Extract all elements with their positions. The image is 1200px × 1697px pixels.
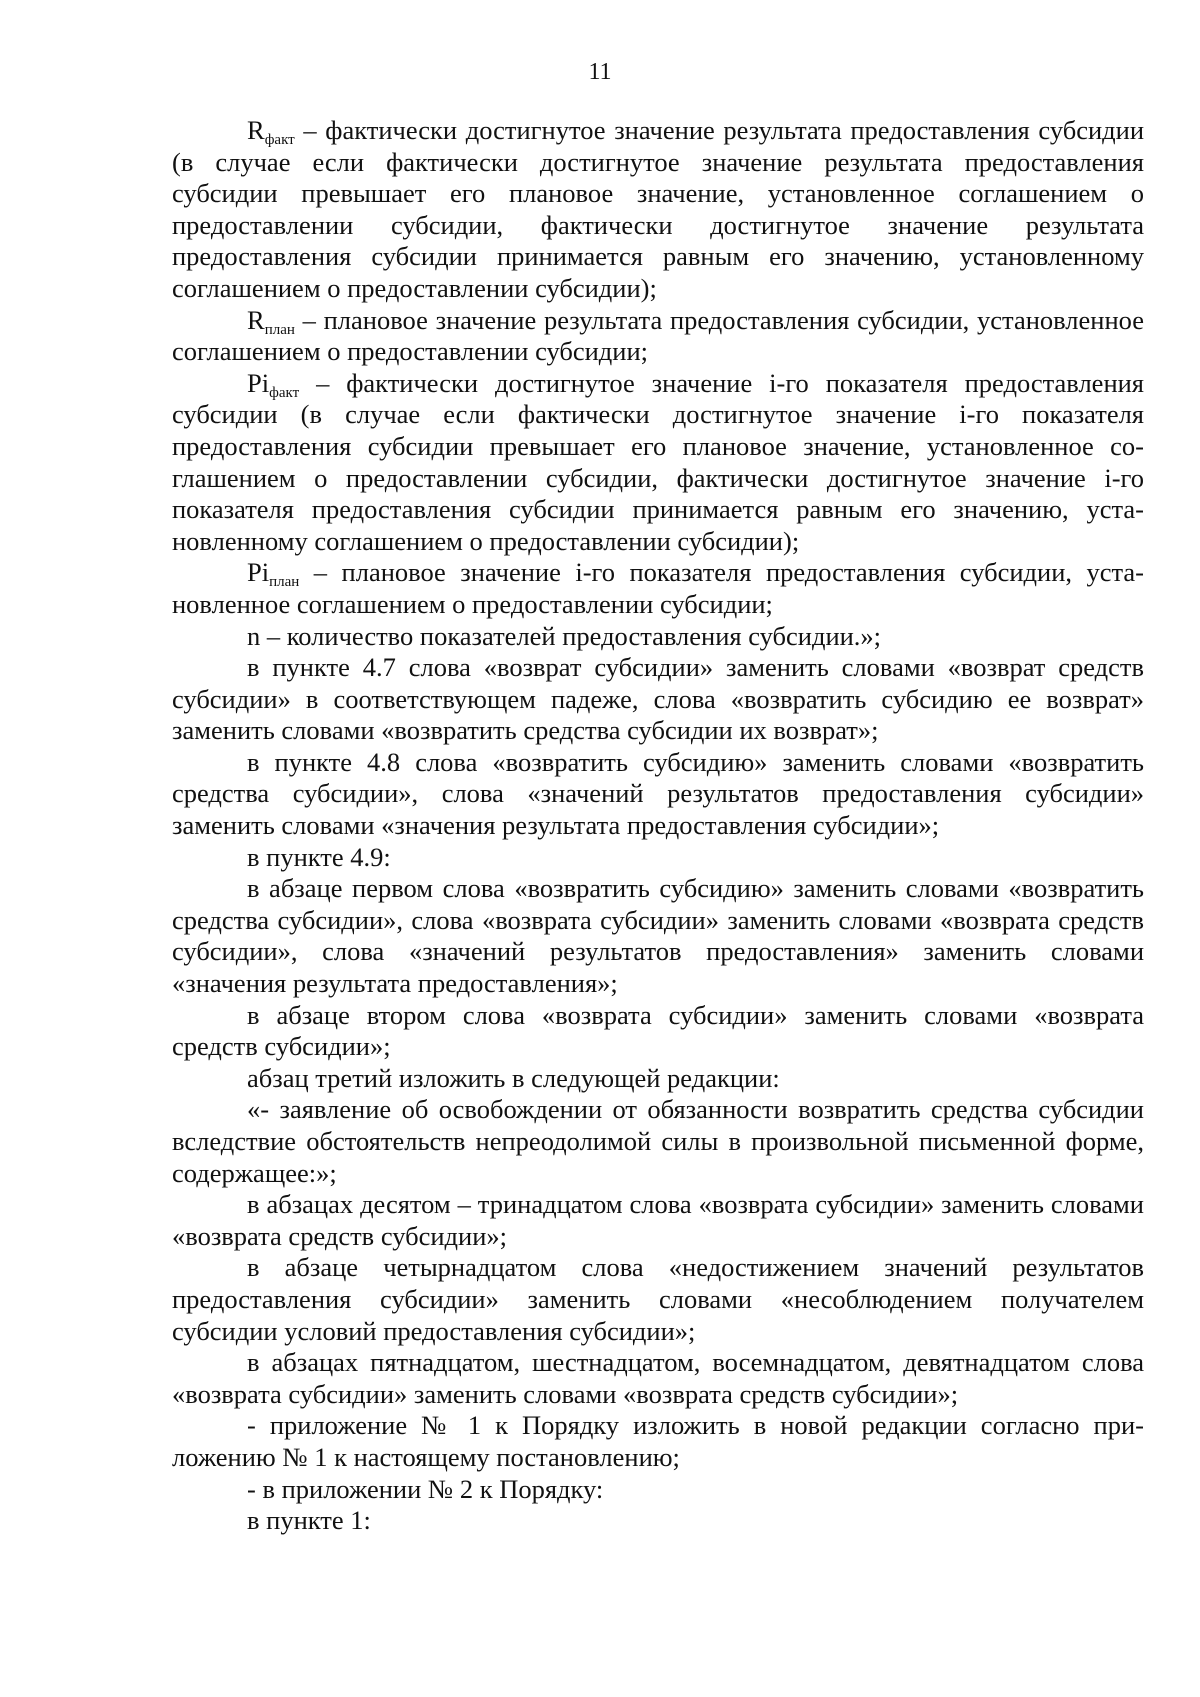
paragraph-item-4-9-heading: в пункте 4.9: <box>247 841 391 872</box>
paragraph-appendix-2: - в приложении № 2 к Порядку: <box>247 1473 604 1504</box>
paragraph-item-4-9-fifteenth: в абзацах пятнадцатом, шестнадцатом, восемнадцатом, девятнадцатом слова «возврата субсидии» заменить словами «возврата средств субсидии»; <box>172 1347 1144 1409</box>
variable-subscript: факт <box>264 132 295 148</box>
paragraph-item-4-7: в пункте 4.7 слова «возврат субсидии» заменить словами «возврат средств субсидии» в соответствующем падеже, слова «возвратить субсидию ее возврат» заменить словами «возвратить средства субсидии их возврат»; <box>172 652 1144 746</box>
variable-symbol: R <box>247 304 265 335</box>
paragraph-pi-fact-definition <box>172 368 1144 558</box>
document-body <box>172 115 1144 1537</box>
paragraph-item-4-9-first: в абзаце первом слова «возвратить субсидию» заменить словами «возвратить средства субсидии», слова «возврата субсидии» заменить словами «возврата средств субсидии», слова «значений результатов предоставления» заменить словами «значения результата предоставления»; <box>172 873 1144 999</box>
variable-symbol: R <box>247 115 265 145</box>
paragraph-item-4-9-second: в абзаце втором слова «возврата субсидии» заменить словами «возврата средств субсидии»; <box>172 999 1144 1062</box>
paragraph-item-4-8: в пункте 4.8 слова «возвратить субсидию» заменить словами «возвратить средства субсидии», слова «значений результатов предоставления субсидии» заменить словами «значения результата предоставления субсидии»; <box>172 746 1144 841</box>
paragraph-text: – фактически достигнутое значение i-го показателя предоставления субсидии (в случае если фактически достигнутое значение i-го показателя предоставления субсидии превышает его плановое значение, установленное соглашением о предоставлении субсидии, фактически достигнутое значение i-го показателя предоставления субсидии принимается равным его значению, установленному соглашением о предоставлении субсидии); <box>172 367 1144 556</box>
paragraph-item-4-9-tenth: в абзацах десятом – тринадцатом слова «возврата субсидии» заменить словами «возврата средств субсидии»; <box>172 1189 1144 1251</box>
variable-symbol: Pi <box>247 557 270 588</box>
paragraph-text: – плановое значение i-го показателя предоставления субсидии, установленное соглашением о предоставлении субсидии; <box>172 557 1144 619</box>
paragraph-text: – плановое значение результата предоставления субсидии, установленное соглашением о предоставлении субсидии; <box>172 304 1144 367</box>
paragraph-pi-plan-definition <box>172 557 1144 620</box>
variable-subscript: план <box>269 574 300 591</box>
paragraph-item-4-9-third-heading: абзац третий изложить в следующей редакции: <box>247 1062 780 1093</box>
paragraph-text: – фактически достигнутое значение результата предоставления субсидии (в случае если фактически достигнутое значение результата предоставления субсидии превышает его плановое значение, установленное соглашением о предоставлении субсидии, фактически достигнутое значение результата предоставления субсидии принимается равным его значению, установленному соглашением о предоставлении субсидии); <box>172 115 1144 303</box>
paragraph-item-4-9-fourteenth: в абзаце четырнадцатом слова «недостижением значений результатов предоставления субсидии» заменить словами «несоблюдением получателем субсидии условий предоставления субсидии»; <box>172 1252 1144 1346</box>
paragraph-r-plan-definition <box>172 305 1144 368</box>
paragraph-appendix-1: - приложение № 1 к Порядку изложить в новой редакции согласно приложению № 1 к настоящему постановлению; <box>172 1410 1144 1472</box>
page-number: 11 <box>588 59 612 85</box>
variable-symbol: Pi <box>247 367 270 398</box>
paragraph-r-fact-definition <box>172 115 1144 305</box>
paragraph-item-4-9-third-text: «- заявление об освобождении от обязанности возвратить средства субсидии вследствие обстоятельств непреодолимой силы в произвольной письменной форме, содержащее:»; <box>172 1094 1144 1188</box>
paragraph-n-definition: n – количество показателей предоставления субсидии.»; <box>247 620 882 651</box>
variable-subscript: факт <box>269 384 300 401</box>
variable-subscript: план <box>264 321 295 338</box>
paragraph-appendix-2-item-1: в пункте 1: <box>247 1505 371 1536</box>
